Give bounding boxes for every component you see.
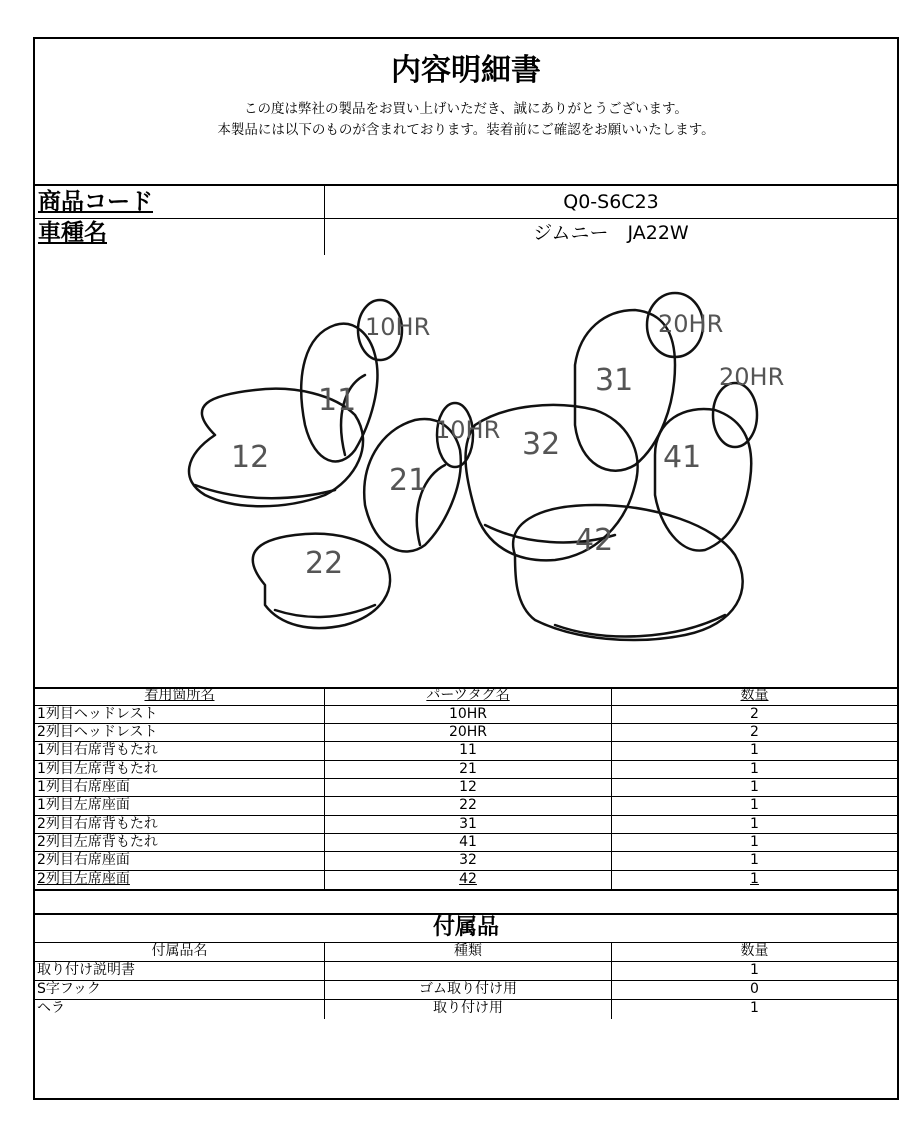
headrest-rear-left	[713, 383, 757, 447]
accessory-qty: 0	[750, 981, 759, 997]
product-code-value: Q0-S6C23	[563, 191, 659, 213]
table-row	[35, 1000, 897, 1019]
product-code-row	[35, 184, 897, 219]
label-42: 42	[575, 523, 614, 558]
accessories-title	[35, 915, 897, 943]
header	[35, 39, 897, 186]
label-41: 41	[663, 440, 702, 475]
label-21: 21	[389, 463, 428, 498]
accessories-table-header	[35, 943, 897, 962]
label-hr10b: 10HR	[435, 416, 501, 444]
model-value: ジムニー JA22W	[533, 222, 689, 244]
detail-sheet	[33, 37, 899, 1100]
part-qty: 1	[750, 816, 759, 832]
seat-illustration	[35, 255, 897, 685]
product-code-label: 商品コード	[35, 184, 325, 218]
seat-rear-left-cushion	[513, 505, 743, 640]
table-row	[35, 742, 897, 761]
table-row	[35, 761, 897, 779]
table-row	[35, 779, 897, 797]
accessory-qty: 1	[750, 962, 759, 978]
accessory-name: S字フック	[35, 981, 325, 999]
page-title: 内容明細書	[391, 53, 541, 88]
part-location: 2列目左席背もたれ	[35, 834, 325, 851]
intro-line-2: 本製品には以下のものが含まれております。装着前にご確認をお願いいたします。	[217, 122, 715, 138]
col-acc-qty-header: 数量	[740, 943, 769, 959]
part-tag: 11	[325, 742, 612, 760]
part-tag: 42	[325, 871, 612, 889]
seat-diagram	[35, 255, 897, 689]
col-location-header: 着用箇所名	[35, 687, 325, 705]
label-22: 22	[305, 546, 344, 581]
table-row	[35, 816, 897, 834]
part-tag: 22	[325, 797, 612, 815]
part-location: 1列目ヘッドレスト	[35, 706, 325, 723]
model-label: 車種名	[35, 219, 325, 255]
table-row	[35, 981, 897, 1000]
label-hr10a: 10HR	[365, 313, 431, 341]
parts-table-header	[35, 687, 897, 706]
accessory-name: 取り付け説明書	[35, 962, 325, 980]
table-row	[35, 797, 897, 816]
col-tag-header: パーツタグ名	[325, 687, 612, 705]
col-name-header: 付属品名	[35, 943, 325, 961]
part-location: 1列目右席座面	[35, 779, 325, 796]
table-row	[35, 852, 897, 871]
part-tag: 21	[325, 761, 612, 778]
part-tag: 41	[325, 834, 612, 851]
label-11: 11	[318, 383, 357, 418]
part-location: 1列目左席座面	[35, 797, 325, 815]
part-qty: 1	[750, 871, 759, 887]
part-qty: 1	[750, 834, 759, 850]
spacer-row	[35, 889, 897, 915]
part-location: 2列目ヘッドレスト	[35, 724, 325, 741]
part-location: 2列目右席座面	[35, 852, 325, 870]
label-hr20b: 20HR	[719, 363, 785, 391]
part-qty: 2	[750, 706, 759, 722]
part-qty: 1	[750, 852, 759, 868]
table-row	[35, 724, 897, 742]
table-row	[35, 962, 897, 981]
accessory-type: ゴム取り付け用	[325, 981, 612, 999]
part-tag: 20HR	[325, 724, 612, 741]
label-hr20a: 20HR	[658, 310, 724, 338]
seat-front-right-cushion-edge	[195, 485, 335, 498]
part-location: 2列目右席背もたれ	[35, 816, 325, 833]
part-tag: 31	[325, 816, 612, 833]
seat-rear-left-cushion-edge	[555, 615, 725, 636]
part-qty: 2	[750, 724, 759, 740]
model-row	[35, 219, 897, 255]
part-location: 1列目右席背もたれ	[35, 742, 325, 760]
accessory-qty: 1	[750, 1000, 759, 1016]
col-type-header: 種類	[325, 943, 612, 961]
accessory-type: 取り付け用	[325, 1000, 612, 1019]
col-qty-header: 数量	[740, 687, 769, 703]
seat-front-left-cushion-edge	[275, 605, 375, 617]
part-location: 1列目左席背もたれ	[35, 761, 325, 778]
accessories-title-text: 付属品	[432, 915, 499, 940]
table-row	[35, 706, 897, 724]
label-32: 32	[522, 427, 561, 462]
part-tag: 32	[325, 852, 612, 870]
part-qty: 1	[750, 761, 759, 777]
intro-line-1: この度は弊社の製品をお買い上げいただき、誠にありがとうございます。	[244, 101, 688, 117]
label-31: 31	[595, 363, 634, 398]
part-qty: 1	[750, 797, 759, 813]
label-12: 12	[231, 440, 270, 475]
accessory-name: ヘラ	[35, 1000, 325, 1019]
table-row	[35, 871, 897, 889]
part-tag: 12	[325, 779, 612, 796]
accessory-type	[325, 962, 612, 980]
table-row	[35, 834, 897, 852]
part-qty: 1	[750, 779, 759, 795]
part-qty: 1	[750, 742, 759, 758]
part-tag: 10HR	[325, 706, 612, 723]
intro-text	[35, 99, 897, 141]
part-location: 2列目左席座面	[35, 871, 325, 889]
